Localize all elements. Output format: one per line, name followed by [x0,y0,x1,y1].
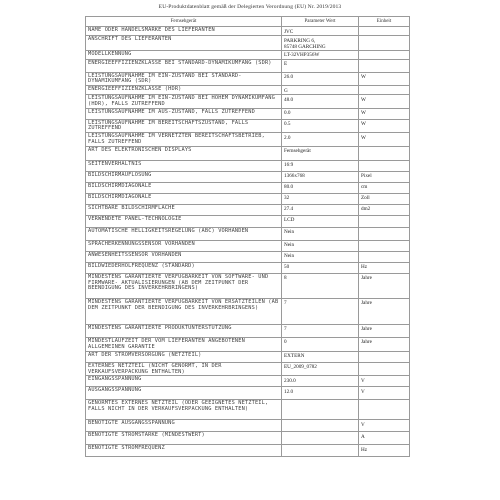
row-label: LEISTUNGSAUFNAHME IM AUS-ZUSTAND, FALLS ZUTREFFEND [86,108,282,119]
table-row [86,376,410,387]
table-row [86,72,410,86]
row-label: SEITENVERHÄLTNIS [86,160,282,171]
row-label: ANWESENHEITSSENSOR VORHANDEN [86,251,282,262]
row-unit [359,227,410,240]
row-unit: Pixel [359,171,410,182]
table-row [86,215,410,227]
row-label: EINGANGSSPANNUNG [86,376,282,387]
row-value: G [282,86,359,95]
table-row [86,182,410,193]
row-unit: Jahre [359,324,410,337]
row-label: BENÖTIGTE AUSGANGSSPANNUNG [86,420,282,432]
table-row [86,337,410,351]
row-label: BILDSCHIRMAUFLÖSUNG [86,171,282,182]
table-row [86,27,410,36]
row-value [282,445,359,457]
row-label: AUTOMATISCHE HELLIGKEITSREGELUNG (ABC) VORHANDEN [86,227,282,240]
row-label: MINDESTENS GARANTIERTE VERFÜGBARKEIT VON SOFTWARE- UND FIRMWARE- AKTUALISIERUNGEN (AB DEM ZEITPUNKT DER BEENDIGUNG DES INVERKEHRBRINGENS) [86,273,282,298]
row-unit: Hz [359,262,410,273]
row-value: Nein [282,227,359,240]
header-value: Parameter Wert [282,17,359,27]
row-label: LEISTUNGSAUFNAHME IM EIN-ZUSTAND BEI HOHEM DYNAMIKUMFANG (HDR), FALLS ZUTREFFEND [86,95,282,109]
row-unit [359,160,410,171]
table-row [86,171,410,182]
row-label: BILDSCHIRMDIAGONALE [86,193,282,204]
document-title: EU-Produktdatenblatt gemäß der Delegierten Verordnung (EU) Nr. 2019/2013 [158,4,342,10]
row-unit [359,215,410,227]
row-value: JVC [282,27,359,36]
row-unit: Hz [359,445,410,457]
table-row [86,351,410,362]
row-value: LT-32VHP356W [282,50,359,59]
table-row [86,227,410,240]
row-unit: Zoll [359,193,410,204]
row-unit: W [359,108,410,119]
row-label: SICHTBARE BILDSCHIRMFLÄCHE [86,204,282,215]
row-unit: Jahre [359,273,410,298]
table-row [86,204,410,215]
row-value: 7 [282,298,359,324]
row-label: MINDESTLAUFZEIT DER VOM LIEFERANTEN ANGEBOTENEN ALLGEMEINEN GARANTIE [86,337,282,351]
row-value [282,400,359,420]
table-row [86,262,410,273]
row-value: 12.0 [282,387,359,400]
row-label: LEISTUNGSAUFNAHME IM VERNETZTEN BEREITSCHAFTSBETRIEB, FALLS ZUTREFFEND [86,133,282,147]
row-unit: A [359,432,410,445]
table-row [86,119,410,133]
row-unit: W [359,133,410,147]
row-value: EXTERN [282,351,359,362]
row-unit [359,50,410,59]
table-row [86,240,410,251]
row-unit: V [359,376,410,387]
row-unit [359,36,410,51]
row-unit [359,251,410,262]
row-unit [359,27,410,36]
row-label: LEISTUNGSAUFNAHME IM EIN-ZUSTAND BEI STANDARD-DYNAMIKUMFANG (SDR) [86,72,282,86]
row-value: 27.4 [282,204,359,215]
row-value: 0 [282,337,359,351]
row-label: VERWENDETE PANEL-TECHNOLOGIE [86,215,282,227]
row-label: BENÖTIGTE STROMFREQUENZ [86,445,282,457]
table-row [86,400,410,420]
row-value: Nein [282,240,359,251]
row-value [282,432,359,445]
table-header-row [86,17,410,27]
row-label: BILDWIEDERHOLFREQUENZ (STANDARD) [86,262,282,273]
row-value: 16:9 [282,160,359,171]
table-row [86,50,410,59]
row-label: SPRACHERKENNUNGSSENSOR VORHANDEN [86,240,282,251]
header-product: Fernsehgerät [86,17,282,27]
row-value: EU_2009_0782 [282,362,359,376]
row-value: 50 [282,262,359,273]
row-label: LEISTUNGSAUFNAHME IM BEREITSCHAFTSZUSTAND, FALLS ZUTREFFEND [86,119,282,133]
row-unit: W [359,72,410,86]
row-value: E [282,59,359,72]
row-unit [359,351,410,362]
table-row [86,59,410,72]
row-unit [359,240,410,251]
table-row [86,362,410,376]
row-value: Nein [282,251,359,262]
row-label: GENORMTES EXTERNES NETZTEIL (ODER GEEIGNETES NETZTEIL, FALLS NICHT IN DER VERKAUFSVERPACKUNG ENTHALTEN) [86,400,282,420]
table-row [86,432,410,445]
row-unit: W [359,119,410,133]
row-unit: dm2 [359,204,410,215]
row-unit: V [359,387,410,400]
row-value: 8 [282,273,359,298]
row-label: ART DES ELEKTRONISCHEN DISPLAYS [86,146,282,160]
table-row [86,324,410,337]
row-unit: W [359,95,410,109]
row-label: MINDESTENS GARANTIERTE PRODUKTUNTERSTÜTZUNG [86,324,282,337]
table-row [86,420,410,432]
row-label: EXTERNES NETZTEIL (NICHT GENORMT, IN DER VERKAUFSVERPACKUNG ENTHALTEN) [86,362,282,376]
row-label: ENERGIEEFFIZIENZKLASSE (HDR) [86,86,282,95]
row-label: NAME ODER HANDELSMARKE DES LIEFERANTEN [86,27,282,36]
table-row [86,251,410,262]
table-row [86,445,410,457]
row-unit: V [359,420,410,432]
row-unit: Jahre [359,298,410,324]
row-unit [359,362,410,376]
row-value: Fernsehgerät [282,146,359,160]
table-row [86,193,410,204]
row-label: AUSGANGSSPANNUNG [86,387,282,400]
table-row [86,298,410,324]
table-row [86,36,410,51]
row-label: MODELLKENNUNG [86,50,282,59]
row-label: ART DER STROMVERSORGUNG (NETZTEIL) [86,351,282,362]
row-value: 80.0 [282,182,359,193]
row-value: 1366x768 [282,171,359,182]
row-unit [359,86,410,95]
table-row [86,86,410,95]
row-label: BENÖTIGTE STROMSTÄRKE (MINDESTWERT) [86,432,282,445]
table-row [86,387,410,400]
row-unit: cm [359,182,410,193]
row-label: BILDSCHIRMDIAGONALE [86,182,282,193]
row-unit [359,59,410,72]
row-unit [359,146,410,160]
row-value: PARKRING 6, 85748 GARCHING [282,36,359,51]
row-label: ENERGIEEFFIZIENZKLASSE BEI STANDARD-DYNAMIKUMFANG (SDR) [86,59,282,72]
row-value: 48.0 [282,95,359,109]
table-row [86,273,410,298]
table-row [86,108,410,119]
row-unit: Jahre [359,337,410,351]
row-value: LCD [282,215,359,227]
row-label: ANSCHRIFT DES LIEFERANTEN [86,36,282,51]
row-value: 32 [282,193,359,204]
row-unit [359,400,410,420]
row-value: 0.5 [282,119,359,133]
table-row [86,146,410,160]
table-row [86,95,410,109]
row-label: MINDESTENS GARANTIERTE VERFÜGBARKEIT VON ERSATZTEILEN (AB DEM ZEITPUNKT DER BEENDIGUNG DES INVERKEHRBRINGENS) [86,298,282,324]
table-row [86,133,410,147]
row-value [282,420,359,432]
row-value: 7 [282,324,359,337]
row-value: 26.0 [282,72,359,86]
header-unit: Einheit [359,17,410,27]
product-data-table [85,16,410,457]
table-row [86,160,410,171]
row-value: 230.0 [282,376,359,387]
row-value: 0.0 [282,108,359,119]
row-value: 2.0 [282,133,359,147]
